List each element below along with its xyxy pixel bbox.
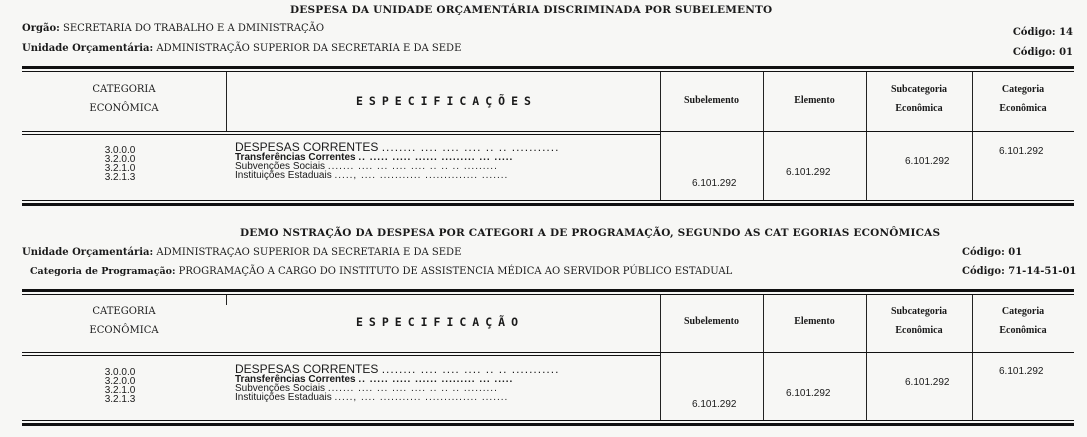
header-line: CATEGORIA: [92, 84, 156, 95]
table1-divider: [226, 72, 227, 132]
code-item: 3.2.0.0: [104, 154, 136, 165]
table2-header-rule: [22, 355, 660, 356]
code-item: 3.0.0.0: [104, 145, 136, 156]
header-line: Econômica: [999, 325, 1047, 336]
header-line: ECONÔMICA: [89, 103, 159, 114]
header-line: ECONÔMICA: [89, 325, 159, 336]
section1-title: DESPESA DA UNIDADE ORÇAMENTÁRIA DISCRIMINADA POR SUBELEMENTO: [290, 4, 773, 16]
header-line: Econômica: [895, 325, 943, 336]
section2-unidade-line: [22, 247, 461, 258]
row-label: Instituições Estaduais: [235, 392, 332, 403]
header-line: CATEGORIA: [92, 306, 156, 317]
row-label: Transferências Correntes: [235, 152, 356, 163]
table2-header-subcategoria: [866, 302, 972, 340]
row-label: Transferências Correntes: [235, 374, 356, 385]
code-item: 3.2.1.3: [104, 172, 136, 183]
table2-codes: [90, 368, 150, 404]
row-dots: ........ .... .... .... .. .. ...........: [381, 140, 560, 154]
table2-header-categoria-economica: [972, 302, 1074, 340]
row-dots: ........ .... .... .... .. .. ...........: [381, 362, 560, 376]
table2-header-rule: [22, 352, 1074, 353]
code-item: 3.2.0.0: [104, 376, 136, 387]
table1-categoria-value: 6.101.292: [999, 146, 1044, 157]
section1-orgao-line: [22, 23, 324, 34]
header-line: Subcategoria: [890, 306, 948, 317]
table2-header-subelemento: Subelemento: [684, 316, 739, 327]
table2-header-categoria: [22, 302, 226, 340]
table1-codes: [90, 146, 150, 182]
header-line: Categoria: [1001, 306, 1045, 317]
row-dots: ....., .... ........... .............. .......: [334, 392, 509, 403]
header-line: Categoria: [1001, 84, 1045, 95]
table2-spec-lines: [235, 364, 559, 402]
unidade-code: Código: 01: [1012, 47, 1073, 58]
table1-header-categoria: [22, 80, 226, 118]
unidade-value: ADMINISTRAÇÃO SUPERIOR DA SECRETARIA E DA SEDE: [156, 43, 462, 54]
table2-divider: [226, 295, 227, 305]
code-item: 3.2.1.0: [104, 163, 136, 174]
table1-header-subelemento: Subelemento: [684, 95, 739, 106]
orgao-value: SECRETARIA DO TRABALHO E A DMINISTRAÇÃO: [63, 23, 325, 34]
header-line: Econômica: [999, 103, 1047, 114]
table1-subcategoria-value: 6.101.292: [905, 156, 950, 167]
table1-header-rule: [22, 131, 1074, 132]
header-line: Econômica: [895, 103, 943, 114]
orgao-label: Orgão:: [22, 23, 60, 34]
table1-header-especificacoes: ESPECIFICAÇÕES: [356, 94, 537, 108]
table1-subelemento-value: 6.101.292: [692, 178, 737, 189]
row-dots: ....., .... ........... .............. .......: [334, 170, 509, 181]
section2-programacao-code: Código: 71-14-51-01: [962, 266, 1077, 277]
table1-header-elemento: Elemento: [794, 95, 835, 106]
table2-bottom-rule: [22, 420, 1074, 421]
table2-subcategoria-value: 6.101.292: [905, 377, 950, 388]
table1-top-rule: [22, 66, 1074, 69]
row-label: DESPESAS CORRENTES: [235, 362, 379, 376]
unidade-label: Unidade Orçamentária:: [22, 247, 154, 258]
list-item: [235, 393, 559, 402]
table1-elemento-value: 6.101.292: [786, 167, 831, 178]
table1-header-subcategoria: [866, 80, 972, 118]
table2-header-especificacao: ESPECIFICAÇÃO: [356, 315, 525, 329]
row-label: Instituições Estaduais: [235, 170, 332, 181]
unidade-value: ADMINISTRAÇAO SUPERIOR DA SECRETARIA E DA SEDE: [156, 247, 462, 258]
programacao-label: Categoria de Programação:: [30, 266, 176, 277]
row-dots: .. ..... ..... ...... ......... ... .....: [358, 152, 514, 163]
orgao-code: Código: 14: [1012, 27, 1073, 38]
table2-bottom-rule: [22, 423, 1074, 426]
table1-spec-lines: [235, 142, 559, 180]
unidade-label: Unidade Orçamentária:: [22, 43, 154, 54]
table2-categoria-value: 6.101.292: [999, 366, 1044, 377]
row-label: Subvenções Sociais: [235, 161, 326, 172]
row-dots: ....... .... ... .... .... .. .. .. .........: [327, 383, 498, 394]
table1-header-categoria-economica: [972, 80, 1074, 118]
table2-elemento-value: 6.101.292: [786, 388, 831, 399]
table1-top-rule-thin: [22, 71, 1074, 72]
row-dots: .. ..... ..... ...... ......... ... .....: [358, 374, 514, 385]
section1-unidade-line: [22, 43, 461, 54]
table2-top-rule: [22, 289, 1074, 292]
section2-title: DEMO NSTRAÇÃO DA DESPESA POR CATEGORI A DE PROGRAMAÇÃO, SEGUNDO AS CAT EGORIAS ECONÔMICAS: [240, 227, 941, 239]
table1-header-rule: [22, 134, 660, 135]
programacao-value: PROGRAMAÇÃO A CARGO DO INSTITUTO DE ASSISTENCIA MÉDICA AO SERVIDOR PÚBLICO ESTADUAL: [178, 266, 733, 277]
row-dots: ....... .... ... .... .... .. .. .. .........: [327, 161, 498, 172]
table2-subelemento-value: 6.101.292: [692, 399, 737, 410]
code-item: 3.2.1.0: [104, 385, 136, 396]
section2-programacao-line: [30, 266, 732, 277]
code-item: 3.0.0.0: [104, 367, 136, 378]
table2-top-rule-thin: [22, 294, 1074, 295]
table1-bottom-rule: [22, 200, 1074, 201]
section2-unidade-code: Código: 01: [962, 247, 1023, 258]
row-label: DESPESAS CORRENTES: [235, 140, 379, 154]
code-item: 3.2.1.3: [104, 394, 136, 405]
list-item: [235, 171, 559, 180]
table2-header-elemento: Elemento: [794, 316, 835, 327]
table1-bottom-rule: [22, 203, 1074, 206]
header-line: Subcategoria: [890, 84, 948, 95]
row-label: Subvenções Sociais: [235, 383, 326, 394]
